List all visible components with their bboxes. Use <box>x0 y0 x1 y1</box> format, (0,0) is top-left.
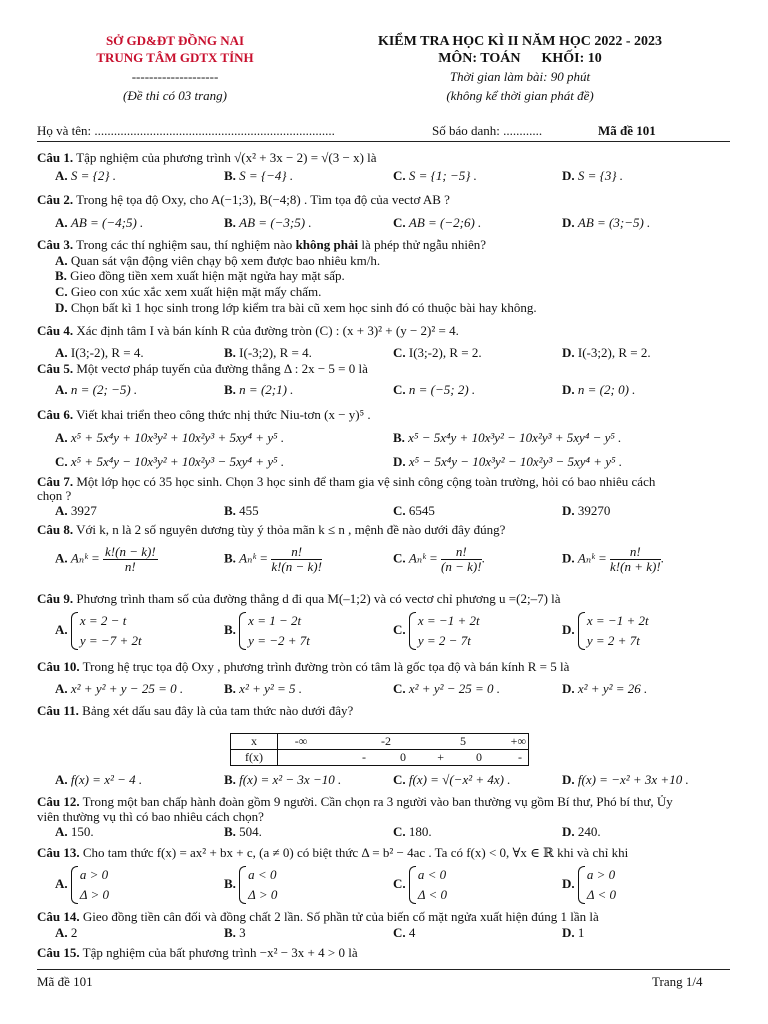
q14-option-a: A. 2 <box>55 925 78 940</box>
q12-option-c: C. 180. <box>393 824 432 839</box>
header-dashes: -------------------- <box>131 69 219 84</box>
question-7-continued: chọn ? <box>37 488 72 503</box>
q7-option-a: A. 3927 <box>55 503 97 518</box>
student-name-field: Họ và tên: .......................................................................... <box>37 123 335 138</box>
q9-option-d: D. x = −1 + 2t y = 2 + 7t <box>562 611 649 651</box>
q14-option-d: D. 1 <box>562 925 585 940</box>
q4-option-c: C. I(3;-2), R = 2. <box>393 345 482 360</box>
q10-option-a: A. x² + y² + y − 25 = 0 . <box>55 681 184 696</box>
q12-option-a: A. 150. <box>55 824 94 839</box>
question-4: Câu 4. Xác định tâm I và bán kính R của đường tròn (C) : (x + 3)² + (y − 2)² = 4. <box>37 323 459 338</box>
question-11: Câu 11. Bảng xét dấu sau đây là của tam thức nào dưới đây? <box>37 703 354 718</box>
exam-title: KIỂM TRA HỌC KÌ II NĂM HỌC 2022 - 2023 <box>377 34 663 49</box>
q11-option-d: D. f(x) = −x² + 3x +10 . <box>562 772 689 787</box>
q12-option-b: B. 504. <box>224 824 262 839</box>
q5-option-d: D. n = (2; 0) . <box>562 382 636 397</box>
q4-option-d: D. I(-3;2), R = 2. <box>562 345 651 360</box>
q13-option-b: B. a < 0 Δ > 0 <box>224 865 277 905</box>
student-id-field: Số báo danh: ............ <box>432 123 543 138</box>
q1-option-d: D. S = {3} . <box>562 168 624 183</box>
q14-option-b: B. 3 <box>224 925 246 940</box>
q8-option-d: D. Aₙᵏ = $\frac{n!}{k!(n + k)!}$ . <box>562 544 664 574</box>
question-1: Câu 1. Tập nghiệm của phương trình √(x² + 3x − 2) = √(3 − x) là <box>37 150 377 165</box>
q10-option-b: B. x² + y² = 5 . <box>224 681 303 696</box>
sign-table <box>230 733 529 766</box>
sign-table-row-fx <box>231 750 529 766</box>
q5-option-a: A. n = (2; −5) . <box>55 382 138 397</box>
q5-option-b: B. n = (2;1) . <box>224 382 294 397</box>
q6-option-c: C. x⁵ + 5x⁴y − 10x³y² + 10x²y³ − 5xy⁴ + y⁵ . <box>55 454 285 469</box>
q4-option-a: A. I(3;-2), R = 4. <box>55 345 144 360</box>
q7-option-d: D. 39270 <box>562 503 611 518</box>
q2-option-c: C. AB = (−2;6) . <box>393 215 482 230</box>
q2-option-d: D. AB = (3;−5) . <box>562 215 651 230</box>
question-15: Câu 15. Tập nghiệm của bất phương trình −x² − 3x + 4 > 0 là <box>37 945 358 960</box>
question-9: Câu 9. Phương trình tham số của đường thẳng d đi qua M(–1;2) và có vectơ chỉ phương u =(2;–7) là <box>37 591 561 606</box>
q9-option-a: A. x = 2 − t y = −7 + 2t <box>55 611 142 651</box>
q1-option-c: C. S = {1; −5} . <box>393 168 477 183</box>
page-number: Trang 1/4 <box>652 974 703 989</box>
header-divider <box>37 141 730 142</box>
q8-option-b: B. Aₙᵏ = $\frac{n!}{k!(n - k)!}$ <box>224 544 322 574</box>
q12-option-d: D. 240. <box>562 824 601 839</box>
q1-option-b: B. S = {−4} . <box>224 168 294 183</box>
department-name: SỞ GD&ĐT ĐỒNG NAI <box>105 33 245 48</box>
sign-cell: -∞ -2 5 +∞ <box>278 734 529 750</box>
q1-option-a: A. S = {2} . <box>55 168 117 183</box>
subject-grade: MÔN: TOÁN KHỐI: 10 <box>438 51 602 66</box>
q6-option-a: A. x⁵ + 5x⁴y + 10x³y² + 10x²y³ + 5xy⁴ + y⁵ . <box>55 430 285 445</box>
q2-option-b: B. AB = (−3;5) . <box>224 215 312 230</box>
question-14: Câu 14. Gieo đồng tiền cân đối và đồng chất 2 lần. Số phần tử của biến cố mặt ngửa xuất hiện đúng 1 lần là <box>37 909 599 924</box>
sign-cell: - 0 + 0 - <box>278 750 529 766</box>
question-12: Câu 12. Trong một ban chấp hành đoàn gồm 9 người. Cần chọn ra 3 người vào ban thường vụ gồm Bí thư, Phó bí thư, Ủy <box>37 794 673 809</box>
q14-option-c: C. 4 <box>393 925 416 940</box>
sign-cell: x <box>231 734 278 750</box>
q11-option-c: C. f(x) = √(−x² + 4x) . <box>393 772 511 787</box>
q8-option-c: C. Aₙᵏ = $\frac{n!}{(n - k)!}$ . <box>393 544 485 574</box>
question-13: Câu 13. Cho tam thức f(x) = ax² + bx + c, (a ≠ 0) có biệt thức Δ = b² − 4ac . Ta có f(x) < 0, ∀x ∈ ℝ khi và chỉ khi <box>37 845 629 860</box>
q6-option-d: D. x⁵ − 5x⁴y − 10x³y² − 10x²y³ − 5xy⁴ + y⁵ . <box>393 454 623 469</box>
sign-table-row-x <box>231 734 529 750</box>
question-3: Câu 3. Trong các thí nghiệm sau, thí nghiệm nào không phải là phép thử ngẫu nhiên? <box>37 237 487 252</box>
q7-option-b: B. 455 <box>224 503 259 518</box>
q11-option-a: A. f(x) = x² − 4 . <box>55 772 143 787</box>
sign-cell: f(x) <box>231 750 278 766</box>
footer-exam-code: Mã đề 101 <box>37 974 93 989</box>
q3-option-c: C. Gieo con xúc xắc xem xuất hiện mặt mấy chấm. <box>55 284 322 299</box>
q9-option-c: C. x = −1 + 2t y = 2 − 7t <box>393 611 480 651</box>
q6-option-b: B. x⁵ − 5x⁴y + 10x³y² − 10x²y³ + 5xy⁴ − y⁵ . <box>393 430 622 445</box>
q13-option-d: D. a > 0 Δ < 0 <box>562 865 616 905</box>
question-10: Câu 10. Trong hệ trục tọa độ Oxy , phương trình đường tròn có tâm là gốc tọa độ và bán kính R = 5 là <box>37 659 570 674</box>
q3-option-a: A. Quan sát vận động viên chạy bộ xem được bao nhiêu km/h. <box>55 253 381 268</box>
exam-code: Mã đề 101 <box>598 123 656 138</box>
q11-option-b: B. f(x) = x² − 3x −10 . <box>224 772 342 787</box>
q13-option-c: C. a < 0 Δ < 0 <box>393 865 447 905</box>
q10-option-c: C. x² + y² − 25 = 0 . <box>393 681 501 696</box>
q8-option-a: A. Aₙᵏ = $\frac{k!(n - k)!}{n!}$ <box>55 544 156 574</box>
footer-divider <box>37 969 730 970</box>
center-name: TRUNG TÂM GDTX TỈNH <box>96 50 254 65</box>
q9-option-b: B. x = 1 − 2t y = −2 + 7t <box>224 611 310 651</box>
q10-option-d: D. x² + y² = 26 . <box>562 681 648 696</box>
question-5: Câu 5. Một vectơ pháp tuyến của đường thẳng Δ : 2x − 5 = 0 là <box>37 361 368 376</box>
time-note: (không kể thời gian phát đề) <box>446 88 594 103</box>
q13-option-a: A. a > 0 Δ > 0 <box>55 865 109 905</box>
time-limit: Thời gian làm bài: 90 phút <box>449 69 591 84</box>
q4-option-b: B. I(-3;2), R = 4. <box>224 345 312 360</box>
q2-option-a: A. AB = (−4;5) . <box>55 215 144 230</box>
page-count-note: (Đề thi có 03 trang) <box>123 88 227 103</box>
q3-option-b: B. Gieo đồng tiền xem xuất hiện mặt ngửa hay mặt sấp. <box>55 268 345 283</box>
question-8: Câu 8. Với k, n là 2 số nguyên dương tùy ý thỏa mãn k ≤ n , mệnh đề nào dưới đây đúng? <box>37 522 506 537</box>
question-12-continued: viên thường vụ thì có bao nhiêu cách chọn? <box>37 809 264 824</box>
q3-option-d: D. Chọn bất kì 1 học sinh trong lớp kiểm tra bài cũ xem học sinh đó có thuộc bài hay không. <box>55 300 537 315</box>
q7-option-c: C. 6545 <box>393 503 435 518</box>
q5-option-c: C. n = (−5; 2) . <box>393 382 476 397</box>
question-7: Câu 7. Một lớp học có 35 học sinh. Chọn 3 học sinh để tham gia vệ sinh công cộng toàn trường, hỏi có bao nhiêu cách <box>37 474 656 489</box>
question-6: Câu 6. Viết khai triển theo công thức nhị thức Niu-tơn (x − y)⁵ . <box>37 407 371 422</box>
question-2: Câu 2. Trong hệ tọa độ Oxy, cho A(−1;3), B(−4;8) . Tìm tọa độ của vectơ AB ? <box>37 192 450 207</box>
